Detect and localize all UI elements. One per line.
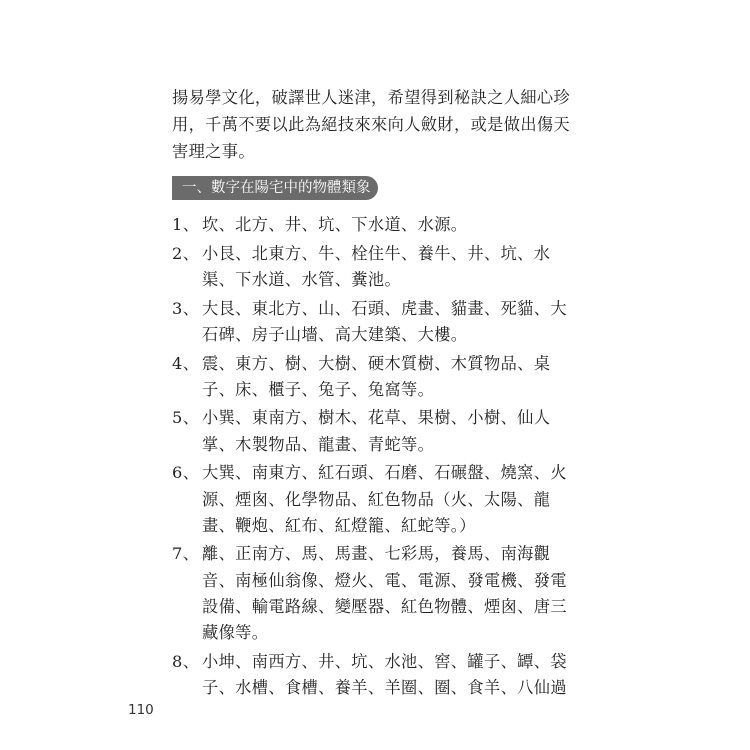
list-item	[172, 405, 562, 457]
item-text-line: 大艮、東北方、山、石頭、虎畫、貓畫、死貓、大	[202, 298, 567, 318]
intro-line: 揚易學文化，破譯世人迷津，希望得到秘訣之人細心珍	[172, 88, 571, 107]
item-text-line: 子、床、櫃子、兔子、兔窩等。	[202, 379, 435, 399]
intro-line: 用，千萬不要以此為絕技來來向人斂財，或是做出傷天	[172, 115, 571, 134]
section-heading: 一、數字在陽宅中的物體類象	[172, 176, 378, 200]
intro-line: 害理之事。	[172, 142, 255, 161]
item-text-line: 坎、北方、井、坑、下水道、水源。	[202, 215, 468, 234]
item-text-line: 離、正南方、馬、馬畫、七彩馬，養馬、南海觀	[202, 544, 551, 564]
list-item	[172, 351, 562, 403]
item-text-line: 子、水槽、食槽、養羊、羊圈、圈、食羊、八仙過	[202, 677, 567, 697]
list-item	[172, 460, 567, 539]
item-number: 1、	[172, 215, 200, 234]
list-item	[172, 649, 567, 701]
item-text-line: 藏像等。	[202, 623, 269, 643]
item-text-line: 小艮、北東方、牛、栓住牛、養牛、井、坑、水	[202, 243, 551, 263]
item-text-line: 震、東方、樹、大樹、硬木質樹、木質物品、桌	[202, 353, 551, 373]
list-item	[172, 241, 562, 293]
item-text-line: 大巽、南東方、紅石頭、石磨、石碾盤、燒窯、火	[202, 463, 567, 483]
item-text-line: 音、南極仙翁像、燈火、電、電源、發電機、發電	[202, 570, 567, 590]
item-number: 5、	[172, 408, 200, 428]
item-number: 8、	[172, 651, 200, 671]
intro-paragraph	[172, 84, 571, 165]
list-item	[172, 541, 567, 646]
item-text-line: 石碑、房子山墻、高大建築、大樓。	[202, 324, 468, 344]
item-text-line: 小巽、東南方、樹木、花草、果樹、小樹、仙人	[202, 408, 551, 428]
item-text-line: 渠、下水道、水管、糞池。	[202, 269, 402, 289]
item-number: 6、	[172, 463, 200, 483]
item-text-line: 掌、木製物品、龍畫、青蛇等。	[202, 434, 435, 454]
item-text-line: 小坤、南西方、井、坑、水池、窖、罐子、罈、袋	[202, 651, 567, 671]
item-number: 7、	[172, 544, 200, 564]
item-number: 4、	[172, 353, 200, 373]
item-text-line: 畫、鞭炮、紅布、紅燈籠、紅蛇等。）	[202, 515, 476, 535]
item-text-line: 設備、輸電路線、變壓器、紅色物體、煙囪、唐三	[202, 596, 567, 616]
item-text-line: 源、煙囪、化學物品、紅色物品（火、太陽、龍	[202, 489, 551, 509]
item-number: 2、	[172, 243, 200, 263]
numbered-list	[172, 212, 567, 704]
list-item	[172, 296, 567, 348]
page-number: 110	[128, 702, 154, 718]
list-item	[172, 212, 562, 238]
item-number: 3、	[172, 298, 200, 318]
